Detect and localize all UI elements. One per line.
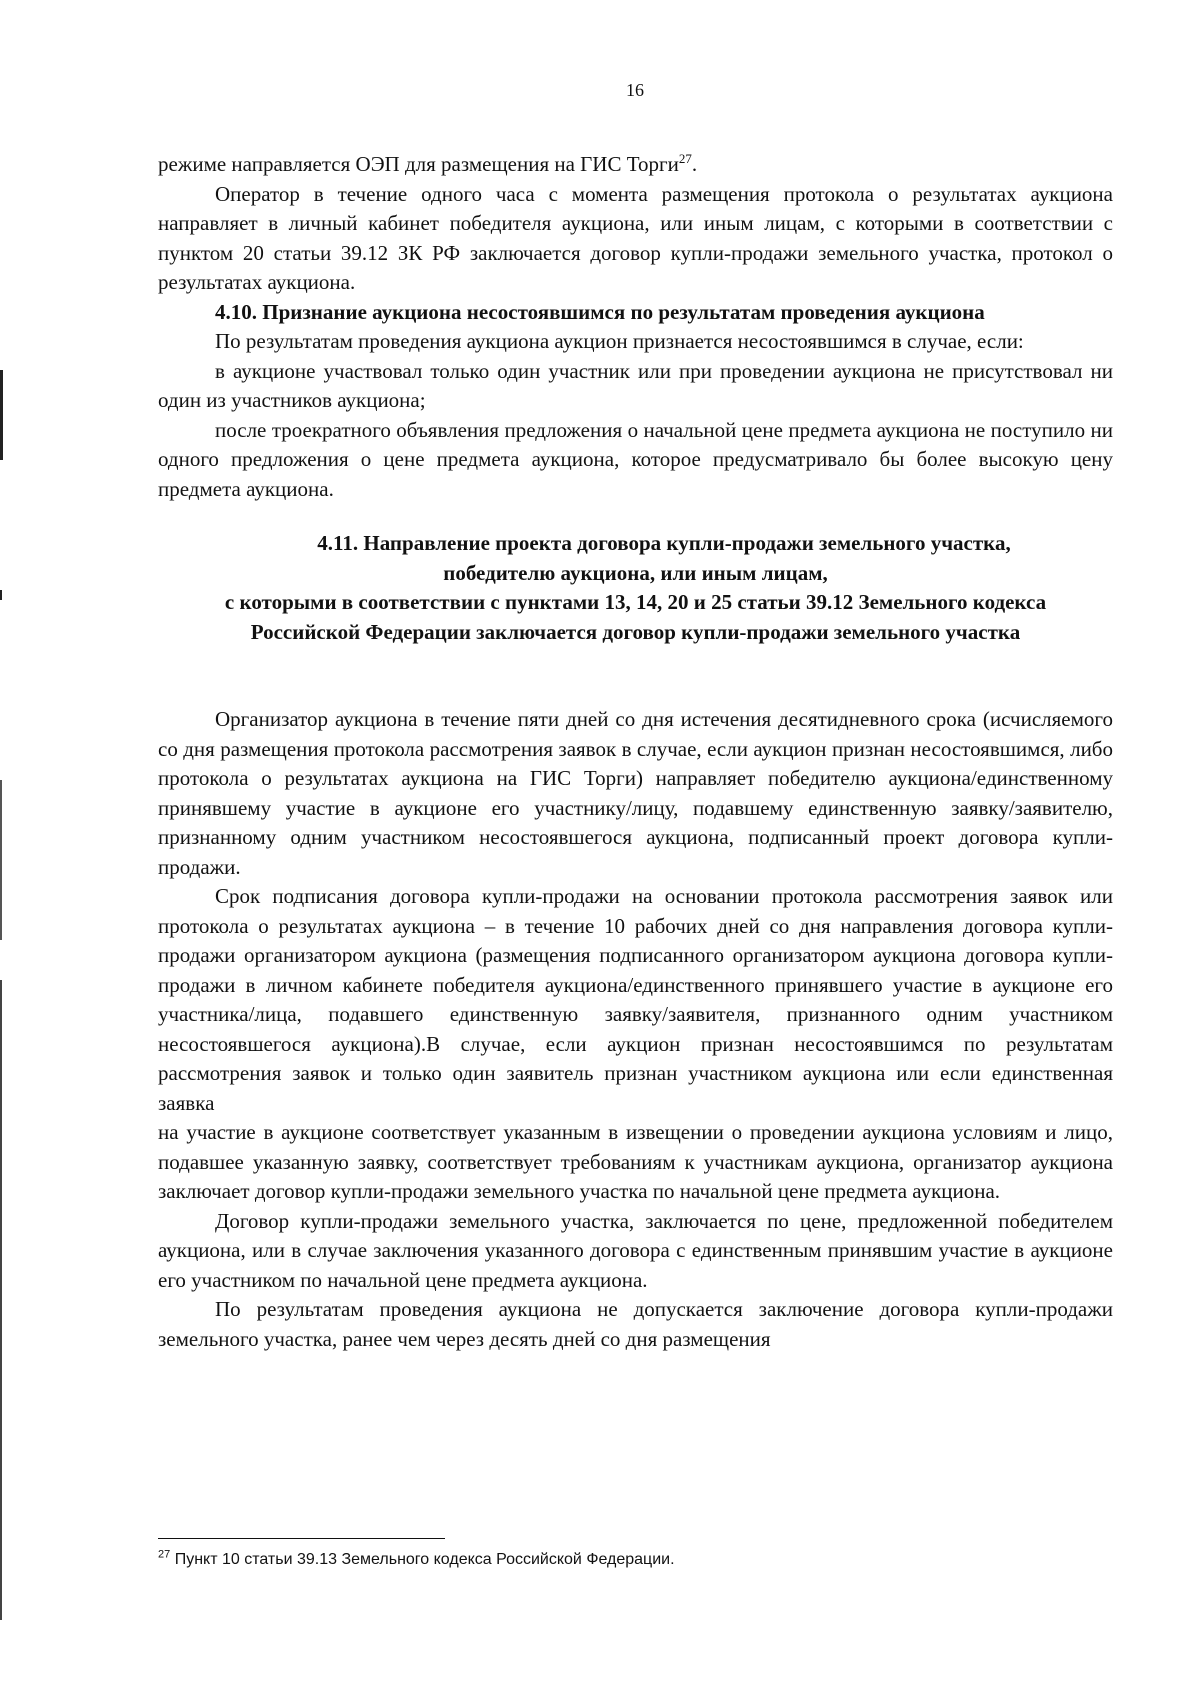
paragraph-text: режиме направляется ОЭП для размещения на ГИС Торги bbox=[158, 152, 679, 176]
scan-edge-mark bbox=[0, 370, 3, 460]
scan-edge-mark bbox=[0, 780, 2, 940]
paragraph-intro-1 bbox=[158, 150, 1113, 180]
paragraph-4-11-4: Договор купли-продажи земельного участка, заключается по цене, предложенной победителем аукциона, или в случае заключения указанного договора с единственным принявшим участие в аукционе его участником по начальной цене предмета аукциона. bbox=[158, 1208, 1113, 1292]
paragraph-4-10-1: По результатам проведения аукциона аукцион признается несостоявшимся в случае, если: bbox=[215, 329, 1024, 353]
footnote-text: Пункт 10 статьи 39.13 Земельного кодекса Российской Федерации. bbox=[174, 1551, 675, 1568]
scan-edge-mark bbox=[0, 980, 2, 1620]
heading-line: с которыми в соответствии с пунктами 13, 14, 20 и 25 статьи 39.12 Земельного кодекса bbox=[224, 590, 1047, 614]
heading-line: 4.11. Направление проекта договора купли-продажи земельного участка, bbox=[317, 531, 1011, 555]
paragraph-end-punct: . bbox=[691, 152, 698, 176]
footnote-number: 27 bbox=[158, 1548, 171, 1561]
heading-line: Российской Федерации заключается договор купли-продажи земельного участка bbox=[250, 619, 1021, 644]
heading-line: победителю аукциона, или иным лицам, bbox=[443, 560, 828, 585]
footnote-reference[interactable]: 27 bbox=[678, 151, 692, 166]
paragraph-4-11-3: на участие в аукционе соответствует указанным в извещении о проведении аукциона условиям и лицо, подавшее указанную заявку, соответствует требованиям к участникам аукциона, организатор аукциона заключает договор купли-продажи земельного участка по начальной цене предмета аукциона. bbox=[158, 1120, 1113, 1203]
document-body bbox=[158, 150, 1113, 1354]
paragraph-4-11-5: По результатам проведения аукциона не допускается заключение договора купли-продажи земельного участка, ранее чем через десять дней со дня размещения bbox=[158, 1297, 1113, 1351]
paragraph-4-10-2: в аукционе участвовал только один участник или при проведении аукциона не присутствовал ни один из участников аукциона; bbox=[158, 358, 1113, 412]
footnote bbox=[158, 1550, 1113, 1570]
paragraph-4-11-1: Организатор аукциона в течение пяти дней со дня истечения десятидневного срока (исчисляемого со дня размещения протокола рассмотрения заявок в случае, если аукцион признан несостоявшимся, либо протокола о результатах аукциона на ГИС Торги) направляет победителю аукциона/единственному принявшему участие в аукционе его участнику/лицу, подавшему единственную заявку/заявителю, признанному одним участником несостоявшегося аукциона, подписанный проект договора купли-продажи. bbox=[158, 707, 1113, 879]
paragraph-intro-2: Оператор в течение одного часа с момента размещения протокола о результатах аукциона направляет в личный кабинет победителя аукциона, или иным лицам, с которыми в соответствии с пунктом 20 статьи 39.12 ЗК РФ заключается договор купли-продажи земельного участка, протокол о результатах аукциона. bbox=[158, 181, 1113, 294]
scan-edge-mark bbox=[0, 590, 2, 600]
paragraph-4-10-3: после троекратного объявления предложения о начальной цене предмета аукциона не поступило ни одного предложения о цене предмета аукциона, которое предусматривало бы более высокую цену предмета аукциона. bbox=[158, 417, 1113, 501]
footnote-separator bbox=[158, 1538, 445, 1539]
section-heading-4-11 bbox=[158, 529, 1113, 647]
paragraph-4-11-2: Срок подписания договора купли-продажи на основании протокола рассмотрения заявок или протокола о результатах аукциона – в течение 10 рабочих дней со дня направления договора купли-продажи организатором аукциона (размещения подписанного организатором аукциона договора купли-продажи в личном кабинете победителя аукциона/единственного принявшего участие в аукционе его участника/лица, подавшего единственную заявку/заявителя, признанного одним участником несостоявшегося аукциона).В случае, если аукцион признан несостоявшимся по результатам рассмотрения заявок и только один заявитель признан участником аукциона или если единственная заявка bbox=[158, 884, 1113, 1115]
page-number: 16 bbox=[626, 80, 644, 100]
section-heading-4-10: 4.10. Признание аукциона несостоявшимся по результатам проведения аукциона bbox=[215, 299, 985, 324]
